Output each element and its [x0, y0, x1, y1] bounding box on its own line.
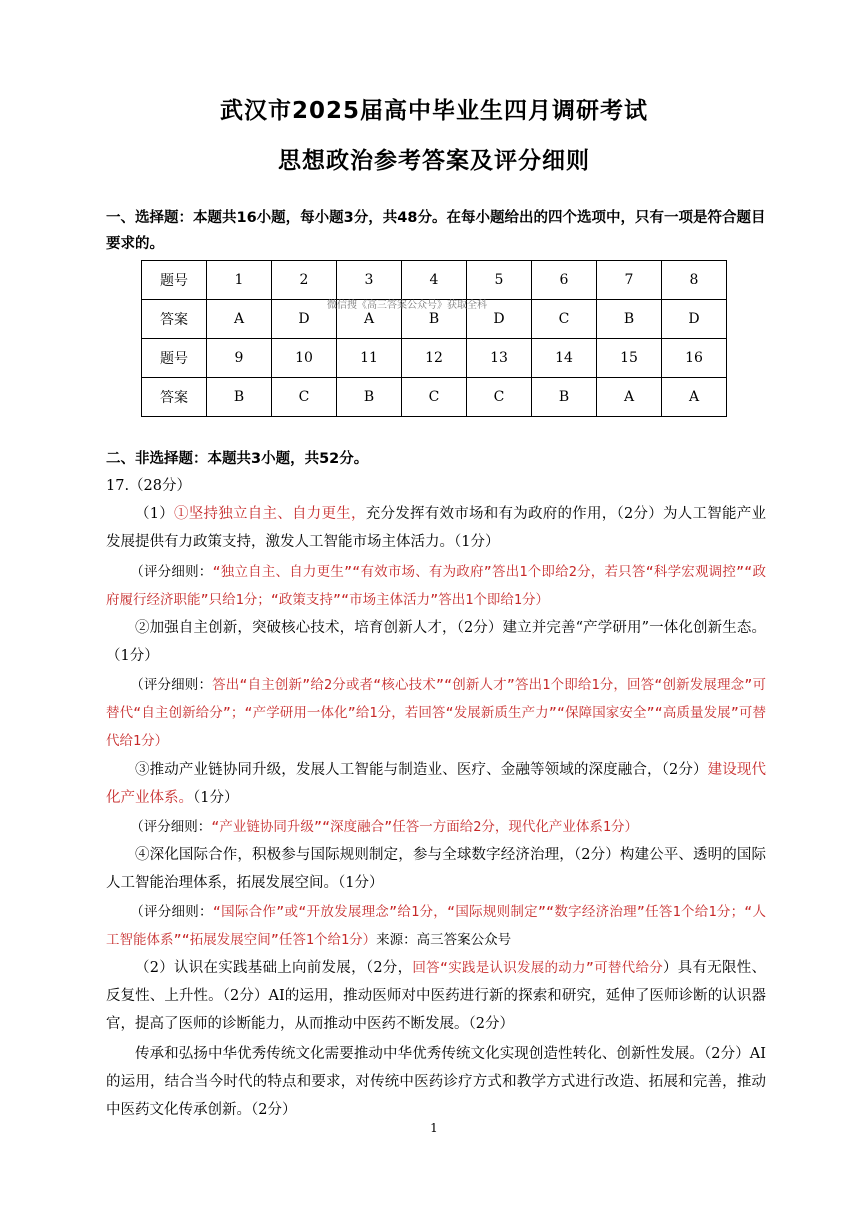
- table-cell: C: [467, 378, 532, 417]
- answer-text: ③推动产业链协同升级，发展人工智能与制造业、医疗、金融等领域的深度融合，（2分）: [135, 762, 708, 778]
- table-cell: 1: [207, 261, 272, 300]
- page-title: 武汉市2025届高中毕业生四月调研考试: [219, 98, 648, 124]
- answer-17-1-point-4: ④深化国际合作，积极参与国际规则制定，参与全球数字经济治理，（2分）构建公平、透明的国际人工智能治理体系，拓展发展空间。（1分）: [106, 847, 766, 891]
- table-cell: 4: [402, 261, 467, 300]
- answer-17-2-culture: 传承和弘扬中华优秀传统文化需要推动中华优秀传统文化实现创造性转化、创新性发展。（2分）AI的运用，结合当今时代的特点和要求，对传统中医药诊疗方式和教学方式进行改造、拓展和完善，推动中医药文化传承创新。（2分）: [106, 1046, 766, 1118]
- page-number: 1: [430, 1121, 438, 1135]
- section-2-heading: 二、非选择题：本题共3小题，共52分。: [106, 451, 369, 467]
- table-cell: 题号: [142, 261, 207, 300]
- table-row: [142, 378, 727, 417]
- table-cell: A: [662, 378, 727, 417]
- note-prefix: （评分细则：: [130, 819, 212, 835]
- source-note: 来源：高三答案公众号: [376, 932, 512, 948]
- answer-17-2: [106, 954, 766, 1038]
- note-prefix: （评分细则：: [130, 564, 213, 580]
- table-cell: 答案: [142, 300, 207, 339]
- table-cell: A: [597, 378, 662, 417]
- section-1-heading: 一、选择题：本题共16小题，每小题3分，共48分。在每小题给出的四个选项中，只有一项是符合题目要求的。: [106, 210, 766, 252]
- scoring-note-4: [106, 898, 766, 954]
- scoring-note-1: [106, 558, 766, 614]
- table-cell: 2: [272, 261, 337, 300]
- highlighted-text: 建设现代化产业体系。: [106, 762, 766, 806]
- answer-text: （1分）: [193, 790, 239, 806]
- table-cell: 12: [402, 339, 467, 378]
- table-cell: B: [532, 378, 597, 417]
- table-cell: 10: [272, 339, 337, 378]
- table-cell: D: [272, 300, 337, 339]
- note-body: “产业链协同升级”“深度融合”任答一方面给2分，现代化产业体系1分）: [211, 819, 639, 835]
- note-prefix: （评分细则：: [130, 677, 213, 693]
- table-cell: 16: [662, 339, 727, 378]
- table-cell: 3: [337, 261, 402, 300]
- table-cell: C: [402, 378, 467, 417]
- note-body: “独立自主、自力更生”“有效市场、有为政府”答出1个即给2分，若只答“科学宏观调控”“政府履行经济职能”只给1分；“政策支持”“市场主体活力”答出1个即给1分）: [106, 564, 766, 608]
- table-row: [142, 261, 727, 300]
- table-cell: 11: [337, 339, 402, 378]
- table-cell: 6: [532, 261, 597, 300]
- watermark-text: 微信搜《高三答案公众号》获取全科: [327, 300, 487, 311]
- table-cell: 题号: [142, 339, 207, 378]
- table-cell: A: [207, 300, 272, 339]
- table-cell: 13: [467, 339, 532, 378]
- table-cell: B: [597, 300, 662, 339]
- page-subtitle: 思想政治参考答案及评分细则: [278, 148, 590, 174]
- scoring-note-3: [106, 813, 766, 841]
- note-prefix: （评分细则：: [130, 904, 213, 920]
- answer-17-1-point-3: [106, 756, 766, 812]
- table-cell: B: [337, 378, 402, 417]
- table-cell: 5: [467, 261, 532, 300]
- part-label: （1）: [135, 506, 174, 522]
- table-cell: 7: [597, 261, 662, 300]
- answer-17-1-point-1: [106, 500, 766, 556]
- answer-table: [141, 260, 727, 417]
- table-cell: 8: [662, 261, 727, 300]
- table-cell: B: [402, 300, 467, 339]
- scoring-note-2: [106, 671, 766, 755]
- table-cell: D: [467, 300, 532, 339]
- table-cell: D: [662, 300, 727, 339]
- table-cell: C: [272, 378, 337, 417]
- note-body: “国际合作”或“开放发展理念”给1分，“国际规则制定”“数字经济治理”任答1个给1分；“人工智能体系”“拓展发展空间”任答1个给1分）: [106, 904, 767, 948]
- question-17-heading: 17.（28分）: [106, 478, 192, 494]
- table-cell: A: [337, 300, 402, 339]
- table-cell: B: [207, 378, 272, 417]
- highlighted-text: 回答“实践是认识发展的动力”可替代给分: [412, 960, 663, 976]
- table-cell: 9: [207, 339, 272, 378]
- table-row: [142, 339, 727, 378]
- highlighted-text: ①坚持独立自主、自力更生，: [173, 506, 366, 522]
- table-cell: C: [532, 300, 597, 339]
- table-cell: 15: [597, 339, 662, 378]
- answer-17-1-point-2: ②加强自主创新，突破核心技术，培育创新人才，（2分）建立并完善“产学研用”一体化创新生态。（1分）: [106, 620, 766, 664]
- table-cell: 答案: [142, 378, 207, 417]
- answer-text: （2）认识在实践基础上向前发展，（2分，: [135, 960, 413, 976]
- answer-text: 充分发挥有效市场和有为政府的作用，（2分）为人工智能产业发展提供有力政策支持，激发人工智能市场主体活力。（1分）: [106, 506, 766, 550]
- note-body: 答出“自主创新”给2分或者“核心技术”“创新人才”答出1个即给1分，回答“创新发展理念”可替代“自主创新给分”；“产学研用一体化”给1分，若回答“发展新质生产力”“保障国家安全”“高质量发展”可替代给1分）: [106, 677, 767, 749]
- answer-text: ）具有无限性、反复性、上升性。（2分）AI的运用，推动医师对中医药进行新的探索和研究，延伸了医师诊断的认识器官，提高了医师的诊断能力，从而推动中医药不断发展。（2分）: [106, 960, 766, 1032]
- table-cell: 14: [532, 339, 597, 378]
